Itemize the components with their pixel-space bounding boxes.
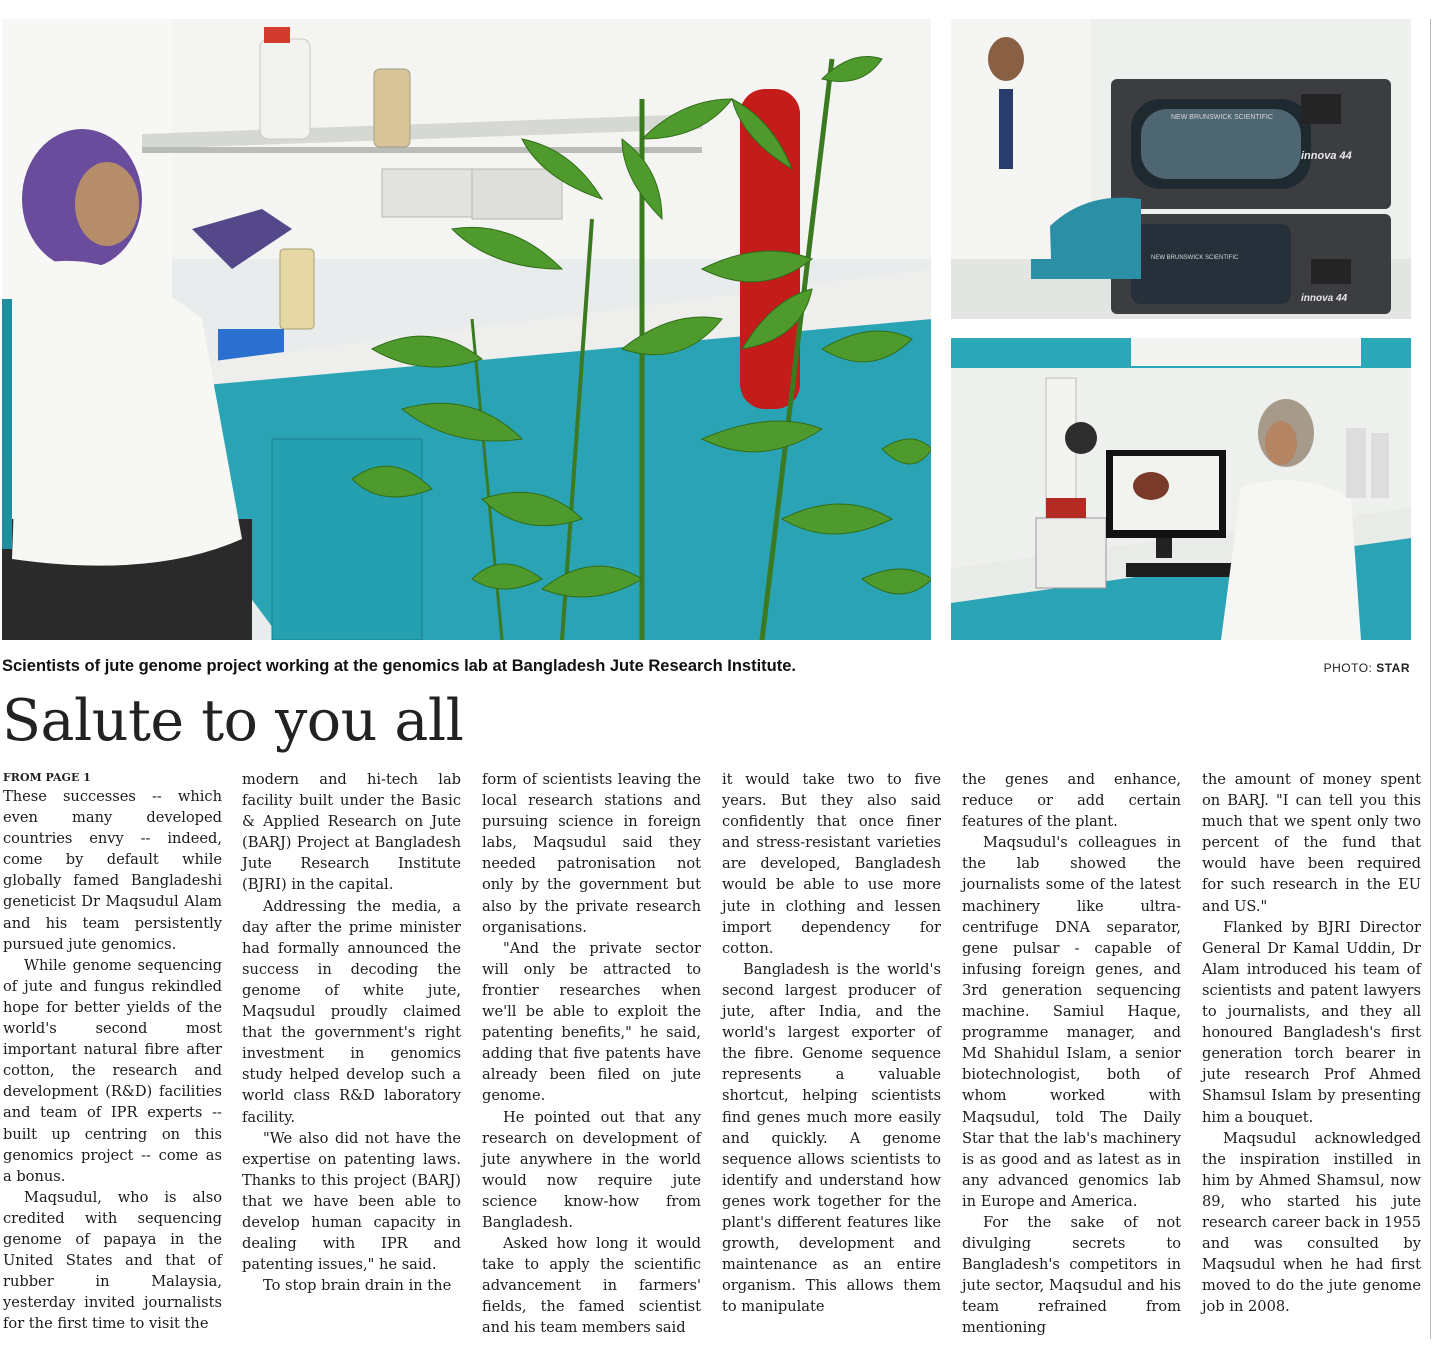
article-column-3: [482, 769, 701, 1339]
paragraph: Addressing the media, a day after the prime minister had formally announced the success in decoding the genome of white jute, Maqsudul proudly claimed that the government's right investment in genomics study helped develop such a world class R&D laboratory facility.: [242, 897, 461, 1126]
headline: Salute to you all: [2, 688, 464, 754]
incubator-model-top: innova 44: [1301, 150, 1352, 162]
paragraph: While genome sequencing of jute and fungus rekindled hope for better yields of the world's second most important natural fibre after cotton, the research and development (R&D) facilities and team of IPR experts -- built up centring on this genomics project -- come as a bonus.: [3, 956, 222, 1185]
paragraph: form of scientists leaving the local research stations and pursuing science in foreign labs, Maqsudul said they needed patronisation not only by the government but also by the private research organisations.: [482, 771, 701, 936]
photo-credit-label: PHOTO:: [1323, 661, 1377, 675]
paragraph: Bangladesh is the world's second largest producer of jute, after India, and the world's largest exporter of the fibre. Genome sequence represents a valuable shortcut, helping scientists find genes much more easily and quickly. A genome sequence allows scientists to identify and understand how genes work together for the plant's different features like growth, development and maintenance as an entire organism. This allows them to manipulate: [722, 960, 941, 1316]
article-column-2: [242, 769, 461, 1296]
paragraph: the amount of money spent on BARJ. "I can tell you this much that we spent only two percent of the fund that would have been required for such research in the EU and US.": [1202, 771, 1421, 915]
paragraph: the genes and enhance, reduce or add certain features of the plant.: [962, 771, 1181, 831]
photo-credit: [1324, 661, 1410, 675]
article-column-1: [3, 786, 222, 1334]
incubator-brand-bottom: NEW BRUNSWICK SCIENTIFIC: [1151, 255, 1239, 261]
incubator-model-bottom: innova 44: [1301, 293, 1348, 304]
photo-lab-jute-plants: [2, 19, 931, 640]
paragraph: These successes -- which even many developed countries envy -- indeed, come by default while globally famed Bangladeshi geneticist Dr Maqsudul Alam and his team persistently pursued jute genomics.: [3, 788, 222, 953]
photo-lab-incubator: [951, 19, 1411, 319]
article-column-4: [722, 769, 941, 1317]
paragraph: "And the private sector will only be attracted to frontier researches when we'll be able to exploit the patenting benefits," he said, adding that five patents have already been filed on jute genome.: [482, 939, 701, 1105]
paragraph: Maqsudul's colleagues in the lab showed the journalists some of the latest machinery like ultra-centrifuge DNA separator, gene pulsar - capable of infusing foreign genes, and 3rd generation sequencing machine. Samiul Haque, programme manager, and Md Shahidul Islam, a senior biotechnologist, both of whom worked with Maqsudul, told The Daily Star that the lab's machinery is as good and as latest as in any advanced genomics lab in Europe and America.: [962, 834, 1181, 1210]
photo-credit-source: STAR: [1376, 661, 1410, 675]
paragraph: Flanked by BJRI Director General Dr Kamal Uddin, Dr Alam introduced his team of scientists and patent lawyers to journalists, and they all honoured Bangladesh's first generation torch bearer in jute research Prof Ahmed Shamsul Islam by presenting him a bouquet.: [1202, 918, 1421, 1126]
paragraph: modern and hi-tech lab facility built under the Basic & Applied Research on Jute (BARJ) Project at Bangladesh Jute Research Institute (BJRI) in the capital.: [242, 771, 461, 894]
paragraph: He pointed out that any research on development of jute anywhere in the world would now require jute science know-how from Bangladesh.: [482, 1108, 701, 1231]
paragraph: "We also did not have the expertise on patenting laws. Thanks to this project (BARJ) that we have been able to develop human capacity in dealing with IPR and patenting issues," he said.: [242, 1129, 461, 1274]
article-column-6: [1202, 769, 1421, 1317]
column-rule: [1430, 19, 1431, 1339]
photo-caption: Scientists of jute genome project working at the genomics lab at Bangladesh Jute Research Institute.: [2, 657, 797, 675]
article-column-5: [962, 769, 1181, 1339]
kicker: FROM PAGE 1: [3, 771, 91, 784]
paragraph: Asked how long it would take to apply the scientific advancement in farmers' fields, the famed scientist and his team members said: [482, 1235, 701, 1337]
incubator-brand-top: NEW BRUNSWICK SCIENTIFIC: [1171, 114, 1273, 121]
photo-lab-microscope: [951, 338, 1411, 640]
paragraph: Maqsudul, who is also credited with sequencing genome of papaya in the United States and that of rubber in Malaysia, yesterday invited journalists for the first time to visit the: [3, 1188, 222, 1333]
paragraph: Maqsudul acknowledged the inspiration instilled in him by Ahmed Shamsul, now 89, who started his jute research career back in 1955 and was consulted by Maqsudul when he had first moved to do the jute genome job in 2008.: [1202, 1129, 1421, 1316]
paragraph: For the sake of not divulging secrets to Bangladesh's competitors in jute sector, Maqsudul and his team refrained from mentioning: [962, 1213, 1181, 1337]
paragraph: To stop brain drain in the: [263, 1277, 452, 1295]
paragraph: it would take two to five years. But they also said confidently that once finer and stress-resistant varieties are developed, Bangladesh would be able to use more jute in clothing and lessen import dependency for cotton.: [722, 771, 941, 957]
